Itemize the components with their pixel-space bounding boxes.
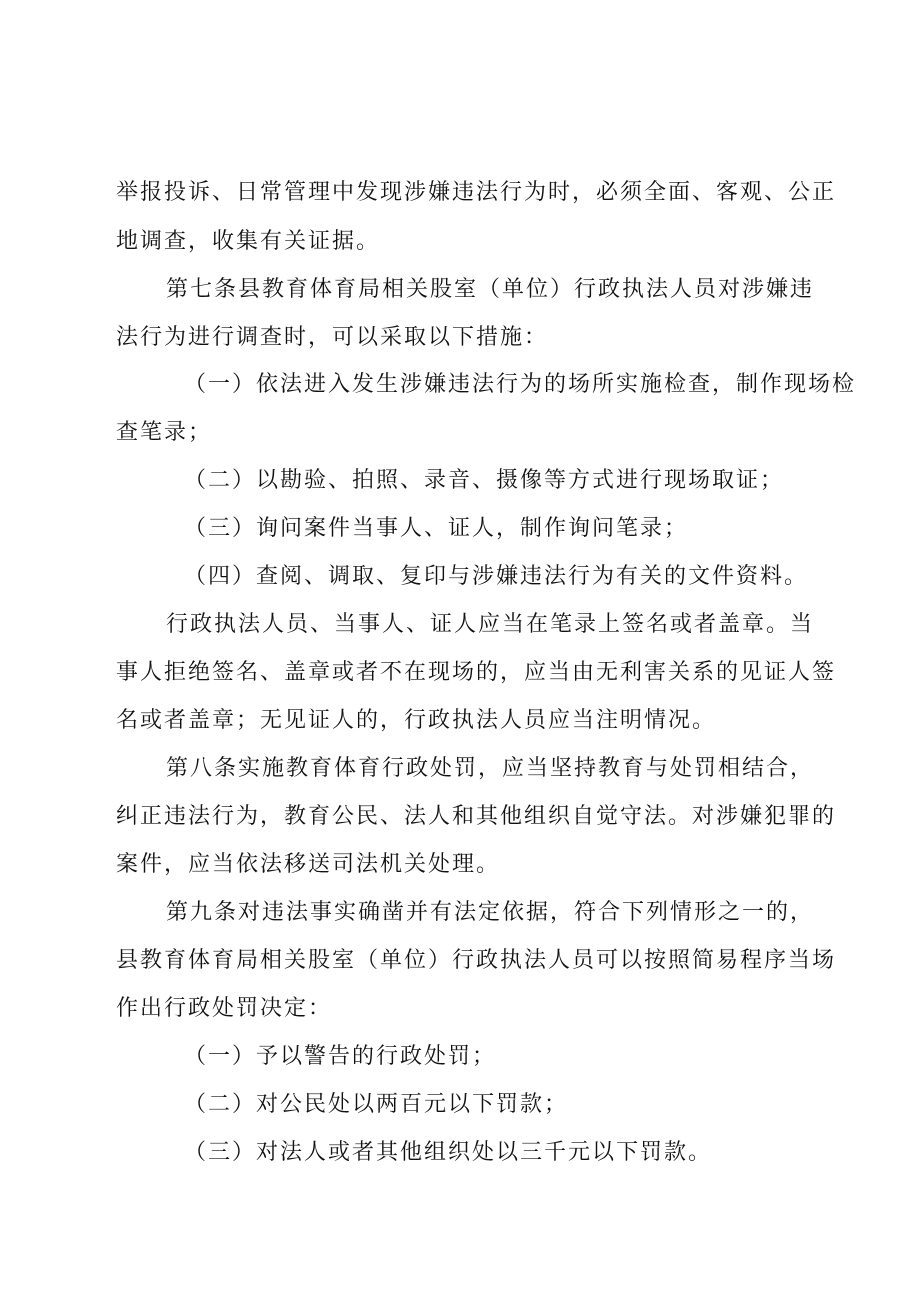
text-line: （二）以勘验、拍照、录音、摄像等方式进行现场取证； bbox=[184, 468, 785, 493]
text-line: 查笔录； bbox=[116, 420, 213, 445]
text-line: 第八条实施教育体育行政处罚，应当坚持教育与处罚相结合， bbox=[166, 756, 815, 781]
text-line: 地调查，收集有关证据。 bbox=[116, 229, 381, 254]
text-line: （三）询问案件当事人、证人，制作询问笔录； bbox=[184, 516, 689, 541]
text-line: 第七条县教育体育局相关股室（单位）行政执法人员对涉嫌违 bbox=[166, 277, 815, 302]
text-line: （三）对法人或者其他组织处以三千元以下罚款。 bbox=[184, 1140, 713, 1165]
text-line: 名或者盖章；无见证人的，行政执法人员应当注明情况。 bbox=[116, 708, 717, 733]
text-line: 作出行政处罚决定： bbox=[116, 996, 333, 1021]
text-line: 第九条对违法事实确凿并有法定依据，符合下列情形之一的， bbox=[166, 900, 815, 925]
text-line: （四）查阅、调取、复印与涉嫌违法行为有关的文件资料。 bbox=[184, 564, 809, 589]
text-line: 县教育体育局相关股室（单位）行政执法人员可以按照简易程序当场 bbox=[116, 948, 837, 973]
text-line: （一）依法进入发生涉嫌违法行为的场所实施检查，制作现场检 bbox=[184, 372, 857, 397]
text-line: 行政执法人员、当事人、证人应当在笔录上签名或者盖章。当 bbox=[166, 612, 815, 637]
text-line: 事人拒绝签名、盖章或者不在现场的，应当由无利害关系的见证人签 bbox=[116, 660, 837, 685]
text-line: 纠正违法行为，教育公民、法人和其他组织自觉守法。对涉嫌犯罪的 bbox=[116, 804, 837, 829]
text-line: 案件，应当依法移送司法机关处理。 bbox=[116, 852, 501, 877]
text-line: 举报投诉、日常管理中发现涉嫌违法行为时，必须全面、客观、公正 bbox=[116, 180, 837, 205]
text-line: 法行为进行调查时，可以采取以下措施： bbox=[116, 325, 549, 350]
text-line: （一）予以警告的行政处罚； bbox=[184, 1044, 497, 1069]
text-line: （二）对公民处以两百元以下罚款； bbox=[184, 1092, 569, 1117]
